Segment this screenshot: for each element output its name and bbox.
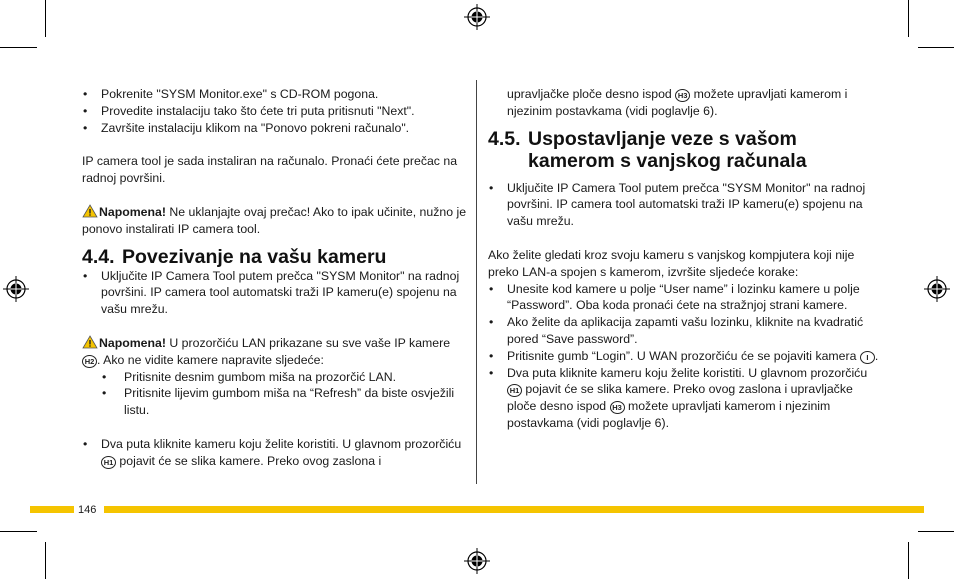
list-item: • Završite instalaciju klikom na "Ponovo pokreni računalo".: [82, 120, 468, 137]
list-item-text: možete upravljati kamerom i njezinim postavkama (vidi poglavlje 6).: [507, 399, 831, 430]
note-text: U prozorčiću LAN prikazane su sve vaše IP kamere: [165, 335, 451, 350]
connect-steps-list: [82, 268, 468, 318]
note-label: Napomena!: [99, 204, 166, 219]
registration-mark-icon: [464, 548, 490, 574]
list-item: • Unesite kod kamere u polje “User name” i lozinku kamere u polje “Password”. Oba koda pronaći ćete na stražnjoj strani kamere.: [488, 281, 880, 315]
registration-mark-icon: [3, 276, 29, 302]
crop-mark: [45, 0, 46, 37]
open-camera-list: [82, 436, 468, 470]
crop-mark: [45, 542, 46, 579]
external-start-list: [488, 180, 880, 230]
refresh-steps-list: [101, 369, 468, 419]
section-heading-4-5: [488, 128, 880, 172]
list-item: [488, 348, 880, 365]
section-heading-4-4: [82, 246, 468, 268]
callout-badge-h1: H1: [101, 456, 116, 469]
registration-mark-icon: [464, 4, 490, 30]
list-item-text: Pritisnite gumb “Login”. U WAN prozorčiću će se pojaviti kamera: [507, 348, 860, 363]
footer-bar-left: [30, 506, 74, 513]
install-steps-list: [82, 86, 468, 136]
external-steps-list: [488, 281, 880, 432]
column-divider: [476, 80, 477, 484]
section-title: Uspostavljanje veze s vašom kamerom s vanjskog računala: [528, 127, 807, 172]
callout-badge-i: I: [860, 351, 875, 364]
crop-mark: [918, 531, 954, 532]
note-lan: [82, 335, 468, 369]
warning-icon: [82, 204, 98, 218]
crop-mark: [908, 0, 909, 37]
crop-mark: [0, 47, 37, 48]
section-title: Povezivanje na vašu kameru: [122, 245, 387, 268]
left-column: [82, 86, 468, 470]
list-item: • Uključite IP Camera Tool putem prečca "SYSM Monitor" na radnoj površini. IP camera tool automatski traži IP kameru(e) spojenu na vašu mrežu.: [488, 180, 880, 230]
list-item: • Uključite IP Camera Tool putem prečca "SYSM Monitor" na radnoj površini. IP camera tool automatski traži IP kameru(e) spojenu na vašu mrežu.: [82, 268, 468, 318]
callout-badge-h2: H2: [82, 355, 97, 368]
installed-paragraph: IP camera tool je sada instaliran na računalo. Pronaći ćete prečac na radnoj površini.: [82, 154, 458, 186]
note-text: . Ako ne vidite kamere napravite sljedeće:: [97, 352, 324, 367]
warning-icon: [82, 335, 98, 349]
list-item: [488, 365, 880, 432]
list-item: • Provedite instalaciju tako što ćete tri puta pritisnuti "Next".: [82, 103, 468, 120]
crop-mark: [918, 47, 954, 48]
list-item-text: Dva puta kliknite kameru koju želite koristiti. U glavnom prozorčiću: [101, 436, 462, 451]
callout-badge-h1: H1: [507, 384, 522, 397]
list-item: [82, 436, 468, 470]
paragraph-text: možete upravljati kamerom i njezinim postavkama (vidi poglavlje 6).: [507, 87, 848, 118]
list-item: • Ako želite da aplikacija zapamti vašu lozinku, kliknite na kvadratić pored “Save password”.: [488, 314, 880, 348]
list-item-text: pojavit će se slika kamere. Preko ovog zaslona i upravljačke ploče desno ispod: [507, 382, 853, 414]
list-item: • Pritisnite lijevim gumbom miša na “Refresh” da biste osvježili listu.: [101, 385, 468, 419]
paragraph-text: upravljačke ploče desno ispod: [507, 87, 676, 101]
section-number: 4.5.: [488, 127, 521, 150]
callout-badge-h3: H3: [675, 89, 690, 102]
external-paragraph: Ako želite gledati kroz svoju kameru s vanjskog kompjutera koji nije preko LAN-a spojen s kamerom, izvršite sljedeće korake:: [488, 247, 855, 279]
right-column: [488, 86, 880, 432]
list-item-text: .: [874, 348, 879, 363]
crop-mark: [0, 531, 37, 532]
section-number: 4.4.: [82, 245, 115, 268]
note-label: Napomena!: [99, 335, 166, 350]
registration-mark-icon: [924, 276, 950, 302]
footer-bar-right: [104, 506, 924, 513]
list-item-text: Dva puta kliknite kameru koju želite koristiti. U glavnom prozorčiću: [507, 365, 868, 380]
list-item: • Pritisnite desnim gumbom miša na prozorčić LAN.: [101, 369, 468, 386]
list-item: • Pokrenite "SYSM Monitor.exe" s CD-ROM pogona.: [82, 86, 468, 103]
note-shortcut: [82, 204, 468, 238]
continued-paragraph: [488, 86, 880, 120]
page-number: 146: [78, 504, 97, 516]
note-text: Ne uklanjajte ovaj prečac! Ako to ipak učinite, nužno je ponovo instalirati IP camera tool.: [82, 204, 467, 236]
callout-badge-h3: H3: [610, 401, 625, 414]
list-item-text: pojavit će se slika kamere. Preko ovog zaslona i: [116, 453, 382, 468]
crop-mark: [908, 542, 909, 579]
